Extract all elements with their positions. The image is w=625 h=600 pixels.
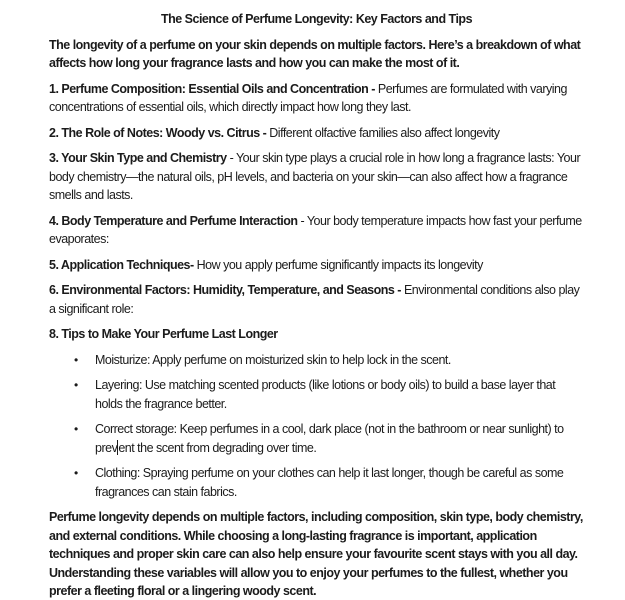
list-item[interactable] xyxy=(49,351,584,370)
section-paragraph-2[interactable] xyxy=(49,124,584,143)
section-body: How you apply perfume significantly impacts its longevity xyxy=(193,257,483,272)
list-item-text: Moisturize: Apply perfume on moisturized skin to help lock in the scent. xyxy=(95,352,451,367)
section-heading: 3. Your Skin Type and Chemistry xyxy=(49,151,227,165)
list-item-text: Clothing: Spraying perfume on your clothes can help it last longer, though be careful as some fragrances can stain fabrics. xyxy=(95,466,564,499)
section-body: - Your body temperature impacts how fast your perfume evaporates: xyxy=(49,213,582,246)
list-item[interactable] xyxy=(49,464,584,501)
list-item-text: Correct storage: Keep perfumes in a cool, dark place (not in the bathroom or near sunlight) to prev xyxy=(95,422,564,455)
tips-list xyxy=(49,351,584,502)
section-paragraph-6[interactable] xyxy=(49,281,584,318)
bullet-icon: • xyxy=(74,378,78,392)
bullet-icon: • xyxy=(74,466,78,480)
tips-heading[interactable]: 8. Tips to Make Your Perfume Last Longer xyxy=(49,327,278,341)
intro-paragraph[interactable]: The longevity of a perfume on your skin depends on multiple factors. Here’s a breakdown of what affects how long your fragrance lasts and how you can make the most of it. xyxy=(49,37,581,70)
list-item[interactable] xyxy=(49,376,584,413)
section-body: Perfumes are formulated with varying concentrations of essential oils, which directly impact how long they last. xyxy=(49,81,567,114)
section-paragraph-3[interactable] xyxy=(49,149,584,205)
section-heading: 5. Application Techniques- xyxy=(49,257,194,272)
section-heading: 2. The Role of Notes: Woody vs. Citrus - xyxy=(49,125,267,140)
section-body: Environmental conditions also play a significant role: xyxy=(49,283,580,316)
list-item-text: ent the scent from degrading over time. xyxy=(118,440,317,455)
section-paragraph-1[interactable] xyxy=(49,80,584,117)
section-heading: 6. Environmental Factors: Humidity, Temperature, and Seasons - xyxy=(49,283,401,297)
section-body: - Your skin type plays a crucial role in how long a fragrance lasts: Your body chemistry—the natural oils, pH levels, and bacteria on your skin—can also affect how a fragrance smells and lasts. xyxy=(49,151,581,202)
section-heading: 1. Perfume Composition: Essential Oils and Concentration - xyxy=(49,81,375,96)
bullet-icon: • xyxy=(74,422,78,436)
section-paragraph-5[interactable] xyxy=(49,256,584,275)
list-item-text: Layering: Use matching scented products (like lotions or body oils) to build a base layer that holds the fragrance better. xyxy=(95,378,556,411)
section-body: Different olfactive families also affect longevity xyxy=(266,125,500,140)
bullet-icon: • xyxy=(74,352,78,367)
list-item[interactable] xyxy=(49,420,584,457)
conclusion-paragraph[interactable]: Perfume longevity depends on multiple factors, including composition, skin type, body chemistry, and external conditions. While choosing a long-lasting fragrance is important, application techniques and proper skin care can also help ensure your favourite scent stays with you all day. Understanding these variables will allow you to enjoy your perfumes to the fullest, whether you prefer a fleeting floral or a lingering woody scent. xyxy=(49,510,583,598)
section-paragraph-4[interactable] xyxy=(49,212,584,249)
section-heading: 4. Body Temperature and Perfume Interaction xyxy=(49,213,298,228)
document-title[interactable]: The Science of Perfume Longevity: Key Factors and Tips xyxy=(160,12,473,26)
